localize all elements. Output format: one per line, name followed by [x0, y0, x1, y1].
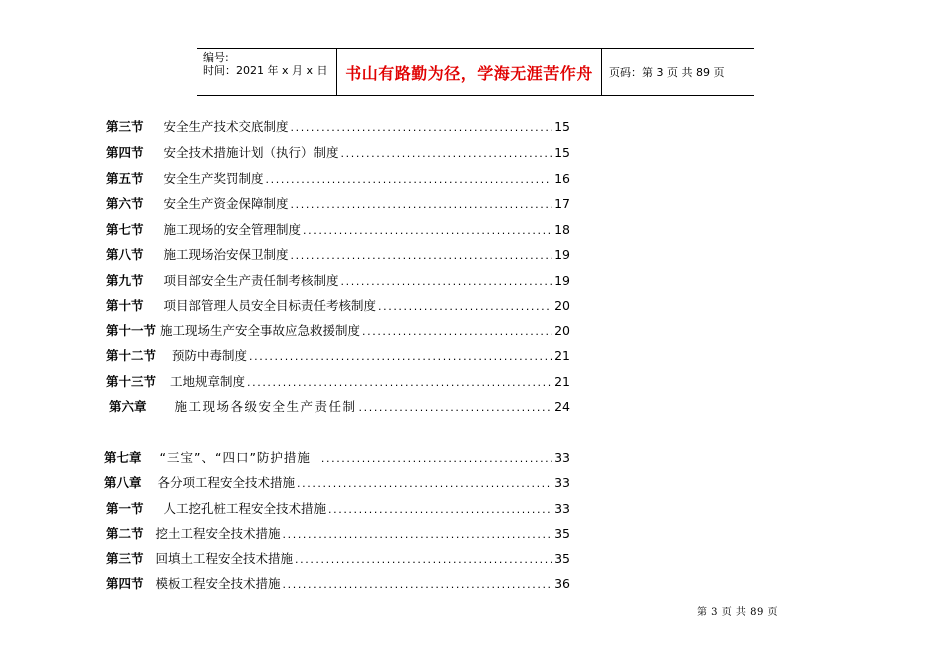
toc-entry-label: 第八章 — [104, 475, 142, 490]
toc-entry[interactable] — [106, 246, 570, 264]
toc-leader-dots — [378, 298, 552, 316]
toc-leader-dots — [291, 119, 553, 137]
header-number-label: 编号: — [203, 51, 229, 64]
header-page-cell — [602, 49, 754, 95]
toc-entry-page: 16 — [554, 171, 570, 186]
toc-entry-label: 第三节 — [106, 551, 144, 566]
toc-entry[interactable] — [106, 575, 570, 593]
toc-entry-title: 项目部安全生产责任制考核制度 — [163, 273, 339, 288]
toc-entry-title: 人工挖孔桩工程安全技术措施 — [163, 501, 327, 516]
toc-leader-dots — [328, 501, 552, 519]
toc-leader-dots — [295, 551, 552, 569]
toc-entry[interactable] — [106, 322, 570, 340]
toc-leader-dots — [303, 222, 552, 240]
toc-entry-title: 安全生产资金保障制度 — [163, 196, 289, 211]
toc-entry[interactable] — [106, 550, 570, 568]
toc-entry-title: 模板工程安全技术措施 — [155, 576, 281, 591]
toc-entry-label: 第十节 — [106, 298, 144, 313]
toc-entry-page: 33 — [554, 475, 570, 490]
toc-entry-page: 15 — [554, 119, 570, 134]
toc-entry-label: 第十一节 — [106, 323, 157, 338]
toc-entry-label: 第二节 — [106, 526, 144, 541]
toc-leader-dots — [283, 526, 553, 544]
toc-entry-page: 20 — [554, 298, 570, 313]
page-footer-number: 第 3 页 共 89 页 — [697, 607, 778, 618]
toc-entry-page: 35 — [554, 526, 570, 541]
toc-entry-page: 21 — [554, 374, 570, 389]
toc-entry-page: 19 — [554, 247, 570, 262]
toc-leader-dots — [249, 348, 552, 366]
toc-entry-label: 第十二节 — [106, 348, 157, 363]
header-motto-cell — [337, 49, 602, 95]
toc-entry[interactable] — [104, 474, 570, 492]
toc-entry-page: 24 — [554, 399, 570, 414]
toc-entry-title: “三宝”、“四口”防护措施 — [159, 450, 311, 465]
toc-entry-title: 回填土工程安全技术措施 — [155, 551, 294, 566]
toc-entry[interactable] — [109, 398, 570, 416]
toc-entry[interactable] — [106, 118, 570, 136]
page-header — [197, 48, 754, 96]
toc-entry-title: 安全技术措施计划（执行）制度 — [163, 145, 339, 160]
toc-leader-dots — [266, 171, 553, 189]
toc-entry-title: 各分项工程安全技术措施 — [157, 475, 296, 490]
toc-entry-title: 施工现场各级安全生产责任制 — [174, 399, 357, 414]
header-page-code: 页码：第 3 页 共 89 页 — [609, 66, 725, 79]
toc-leader-dots — [341, 273, 553, 291]
toc-entry[interactable] — [106, 297, 570, 315]
toc-entry-page: 15 — [554, 145, 570, 160]
toc-entry[interactable] — [106, 170, 570, 188]
toc-entry-label: 第七章 — [104, 450, 142, 465]
toc-entry-label: 第八节 — [106, 247, 144, 262]
toc-leader-dots — [341, 145, 553, 163]
toc-entry-label: 第三节 — [106, 119, 144, 134]
toc-entry-title: 施工现场的安全管理制度 — [163, 222, 302, 237]
toc-entry-title: 施工现场治安保卫制度 — [163, 247, 289, 262]
toc-leader-dots — [247, 374, 552, 392]
toc-entry-label: 第七节 — [106, 222, 144, 237]
toc-entry[interactable] — [106, 525, 570, 543]
toc-entry[interactable] — [106, 272, 570, 290]
toc-leader-dots — [297, 475, 552, 493]
toc-entry-page: 36 — [554, 576, 570, 591]
toc-entry-label: 第十三节 — [106, 374, 157, 389]
toc-leader-dots — [321, 450, 552, 468]
toc-entry-page: 19 — [554, 273, 570, 288]
toc-entry-label: 第六节 — [106, 196, 144, 211]
toc-entry[interactable] — [106, 221, 570, 239]
header-motto: 书山有路勤为径，学海无涯苦作舟 — [345, 63, 593, 83]
toc-entry-title: 项目部管理人员安全目标责任考核制度 — [163, 298, 377, 313]
toc-leader-dots — [283, 576, 553, 594]
toc-entry[interactable] — [106, 144, 570, 162]
toc-entry-page: 18 — [554, 222, 570, 237]
toc-entry-page: 20 — [554, 323, 570, 338]
toc-leader-dots — [359, 399, 553, 417]
toc-entry[interactable] — [104, 449, 570, 467]
toc-entry-page: 17 — [554, 196, 570, 211]
toc-entry-title: 预防中毒制度 — [172, 348, 248, 363]
toc-entry-label: 第九节 — [106, 273, 144, 288]
toc-entry-label: 第五节 — [106, 171, 144, 186]
toc-entry-page: 21 — [554, 348, 570, 363]
toc-entry-page: 33 — [554, 450, 570, 465]
toc-entry-title: 挖土工程安全技术措施 — [155, 526, 281, 541]
toc-entry-title: 安全生产奖罚制度 — [163, 171, 264, 186]
toc-entry-label: 第一节 — [106, 501, 144, 516]
toc-leader-dots — [291, 196, 553, 214]
toc-entry[interactable] — [106, 347, 570, 365]
toc-entry-label: 第四节 — [106, 576, 144, 591]
toc-entry-label: 第四节 — [106, 145, 144, 160]
toc-entry[interactable] — [106, 195, 570, 213]
toc-entry[interactable] — [106, 373, 570, 391]
toc-entry-title: 工地规章制度 — [170, 374, 246, 389]
toc-entry-page: 35 — [554, 551, 570, 566]
header-time-label: 时间：2021 年 x 月 x 日 — [203, 64, 328, 77]
toc-leader-dots — [362, 323, 552, 341]
toc-entry-page: 33 — [554, 501, 570, 516]
header-meta-cell — [197, 49, 337, 95]
toc-entry[interactable] — [106, 500, 570, 518]
toc-entry-title: 安全生产技术交底制度 — [163, 119, 289, 134]
toc-entry-label: 第六章 — [109, 399, 147, 414]
toc-leader-dots — [291, 247, 553, 265]
toc-entry-title: 施工现场生产安全事故应急救援制度 — [160, 323, 361, 338]
